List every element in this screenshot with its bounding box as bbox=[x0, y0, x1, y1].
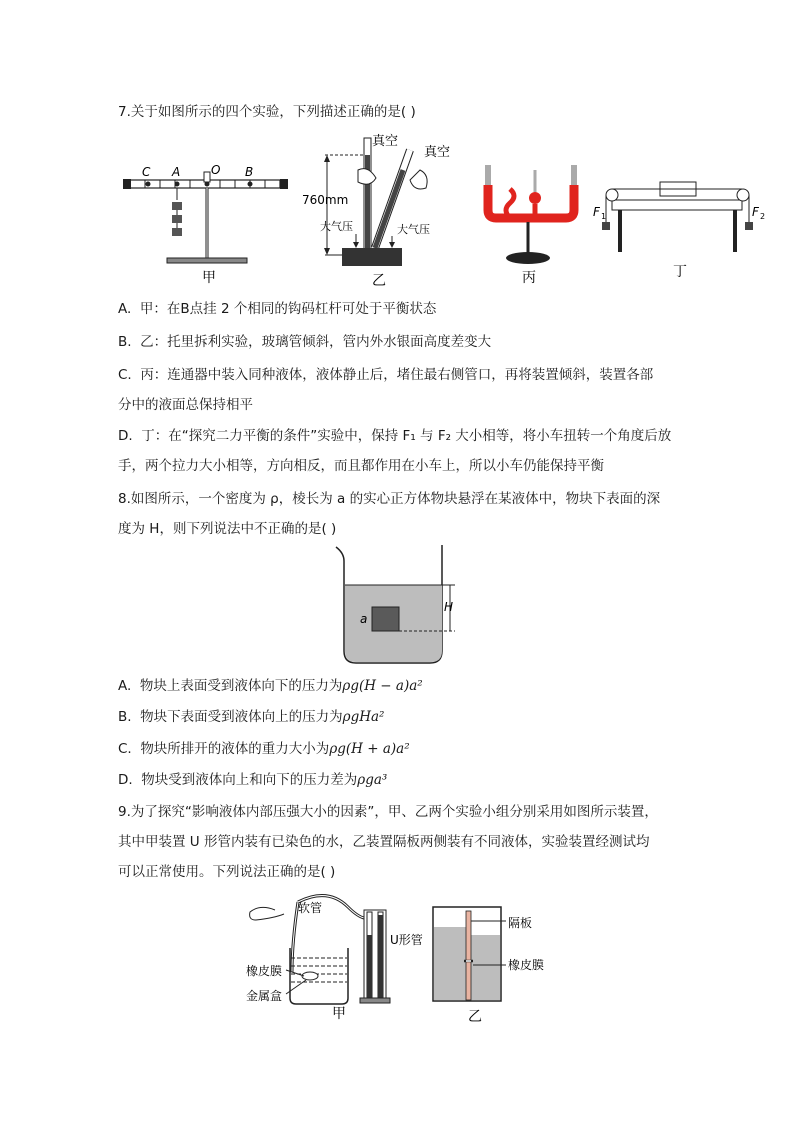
utube-label: U形管 bbox=[390, 933, 423, 947]
caption-yi: 乙 bbox=[372, 273, 386, 289]
q7-option-a: A. 甲：在B点挂 2 个相同的钩码杠杆可处于平衡状态 bbox=[118, 301, 437, 317]
q7-figure-jia bbox=[120, 160, 290, 290]
caption-bing: 丙 bbox=[522, 270, 536, 286]
q7-figure-yi bbox=[300, 130, 470, 290]
f1-label: F bbox=[593, 205, 600, 219]
h-label: H bbox=[444, 600, 454, 614]
label-a: A bbox=[172, 165, 181, 179]
caption-9-yi: 乙 bbox=[468, 1009, 482, 1025]
a-label: a bbox=[360, 612, 368, 626]
q7-option-c-cont: 分中的液面总保持相平 bbox=[118, 397, 253, 413]
q7-figure-ding bbox=[590, 170, 780, 280]
caption-ding: 丁 bbox=[673, 264, 687, 280]
vacuum-label-1: 真空 bbox=[372, 134, 399, 149]
partition-label: 隔板 bbox=[508, 916, 533, 930]
q8-stem-line2: 度为 H，则下列说法中不正确的是( ) bbox=[118, 521, 337, 537]
atm-label-1: 大气压 bbox=[320, 220, 353, 233]
atm-label-2: 大气压 bbox=[397, 223, 430, 236]
q9-stem-line3: 可以正常使用。下列说法正确的是( ) bbox=[118, 864, 336, 880]
q7-option-b: B. 乙：托里拆利实验，玻璃管倾斜，管内外水银面高度差变大 bbox=[118, 334, 492, 350]
q7-stem: 7.关于如图所示的四个实验，下列描述正确的是( ) bbox=[118, 104, 416, 120]
q8-figure-beaker bbox=[330, 545, 470, 670]
q8-option-b: B. 物块下表面受到液体向上的压力为ρgHa² bbox=[118, 709, 385, 725]
q8-option-d: D. 物块受到液体向上和向下的压力差为ρga³ bbox=[118, 772, 388, 788]
q7-option-d-cont: 手，两个拉力大小相等，方向相反，而且都作用在小车上，所以小车仍能保持平衡 bbox=[118, 458, 604, 474]
q8-option-a: A. 物块上表面受到液体向下的压力为ρg(H − a)a² bbox=[118, 678, 423, 694]
caption-9-jia: 甲 bbox=[332, 1006, 346, 1022]
hose-label: 软管 bbox=[298, 901, 323, 915]
f2-sub: 2 bbox=[760, 212, 766, 221]
q9-figure-jia bbox=[240, 890, 430, 1025]
vacuum-label-2: 真空 bbox=[424, 145, 451, 160]
f2-label: F bbox=[752, 205, 759, 219]
caption-jia: 甲 bbox=[202, 270, 216, 286]
membrane-label: 橡皮膜 bbox=[246, 964, 283, 978]
height-label: 760mm bbox=[302, 193, 349, 207]
label-c: C bbox=[142, 165, 151, 179]
q7-option-d: D. 丁：在“探究二力平衡的条件”实验中，保持 F₁ 与 F₂ 大小相等，将小车扭转一个角度后放 bbox=[118, 428, 672, 444]
q8-option-c: C. 物块所排开的液体的重力大小为ρg(H + a)a² bbox=[118, 741, 410, 757]
membrane2-label: 橡皮膜 bbox=[508, 958, 545, 972]
q7-figure-bing bbox=[480, 160, 580, 290]
f1-sub: 1 bbox=[601, 212, 607, 221]
metal-box-label: 金属盒 bbox=[246, 989, 283, 1003]
q8-stem-line1: 8.如图所示，一个密度为 ρ，棱长为 a 的实心正方体物块悬浮在某液体中，物块下表面的深 bbox=[118, 491, 661, 507]
q9-figure-yi bbox=[430, 905, 560, 1025]
label-o: O bbox=[211, 163, 221, 177]
q9-stem-line1: 9.为了探究“影响液体内部压强大小的因素”，甲、乙两个实验小组分别采用如图所示装置， bbox=[118, 804, 658, 820]
q7-option-c: C. 丙：连通器中装入同种液体，液体静止后，堵住最右侧管口，再将装置倾斜，装置各部 bbox=[118, 367, 654, 383]
q9-stem-line2: 其中甲装置 U 形管内装有已染色的水，乙装置隔板两侧装有不同液体，实验装置经测试均 bbox=[118, 834, 650, 850]
label-b: B bbox=[245, 165, 254, 179]
